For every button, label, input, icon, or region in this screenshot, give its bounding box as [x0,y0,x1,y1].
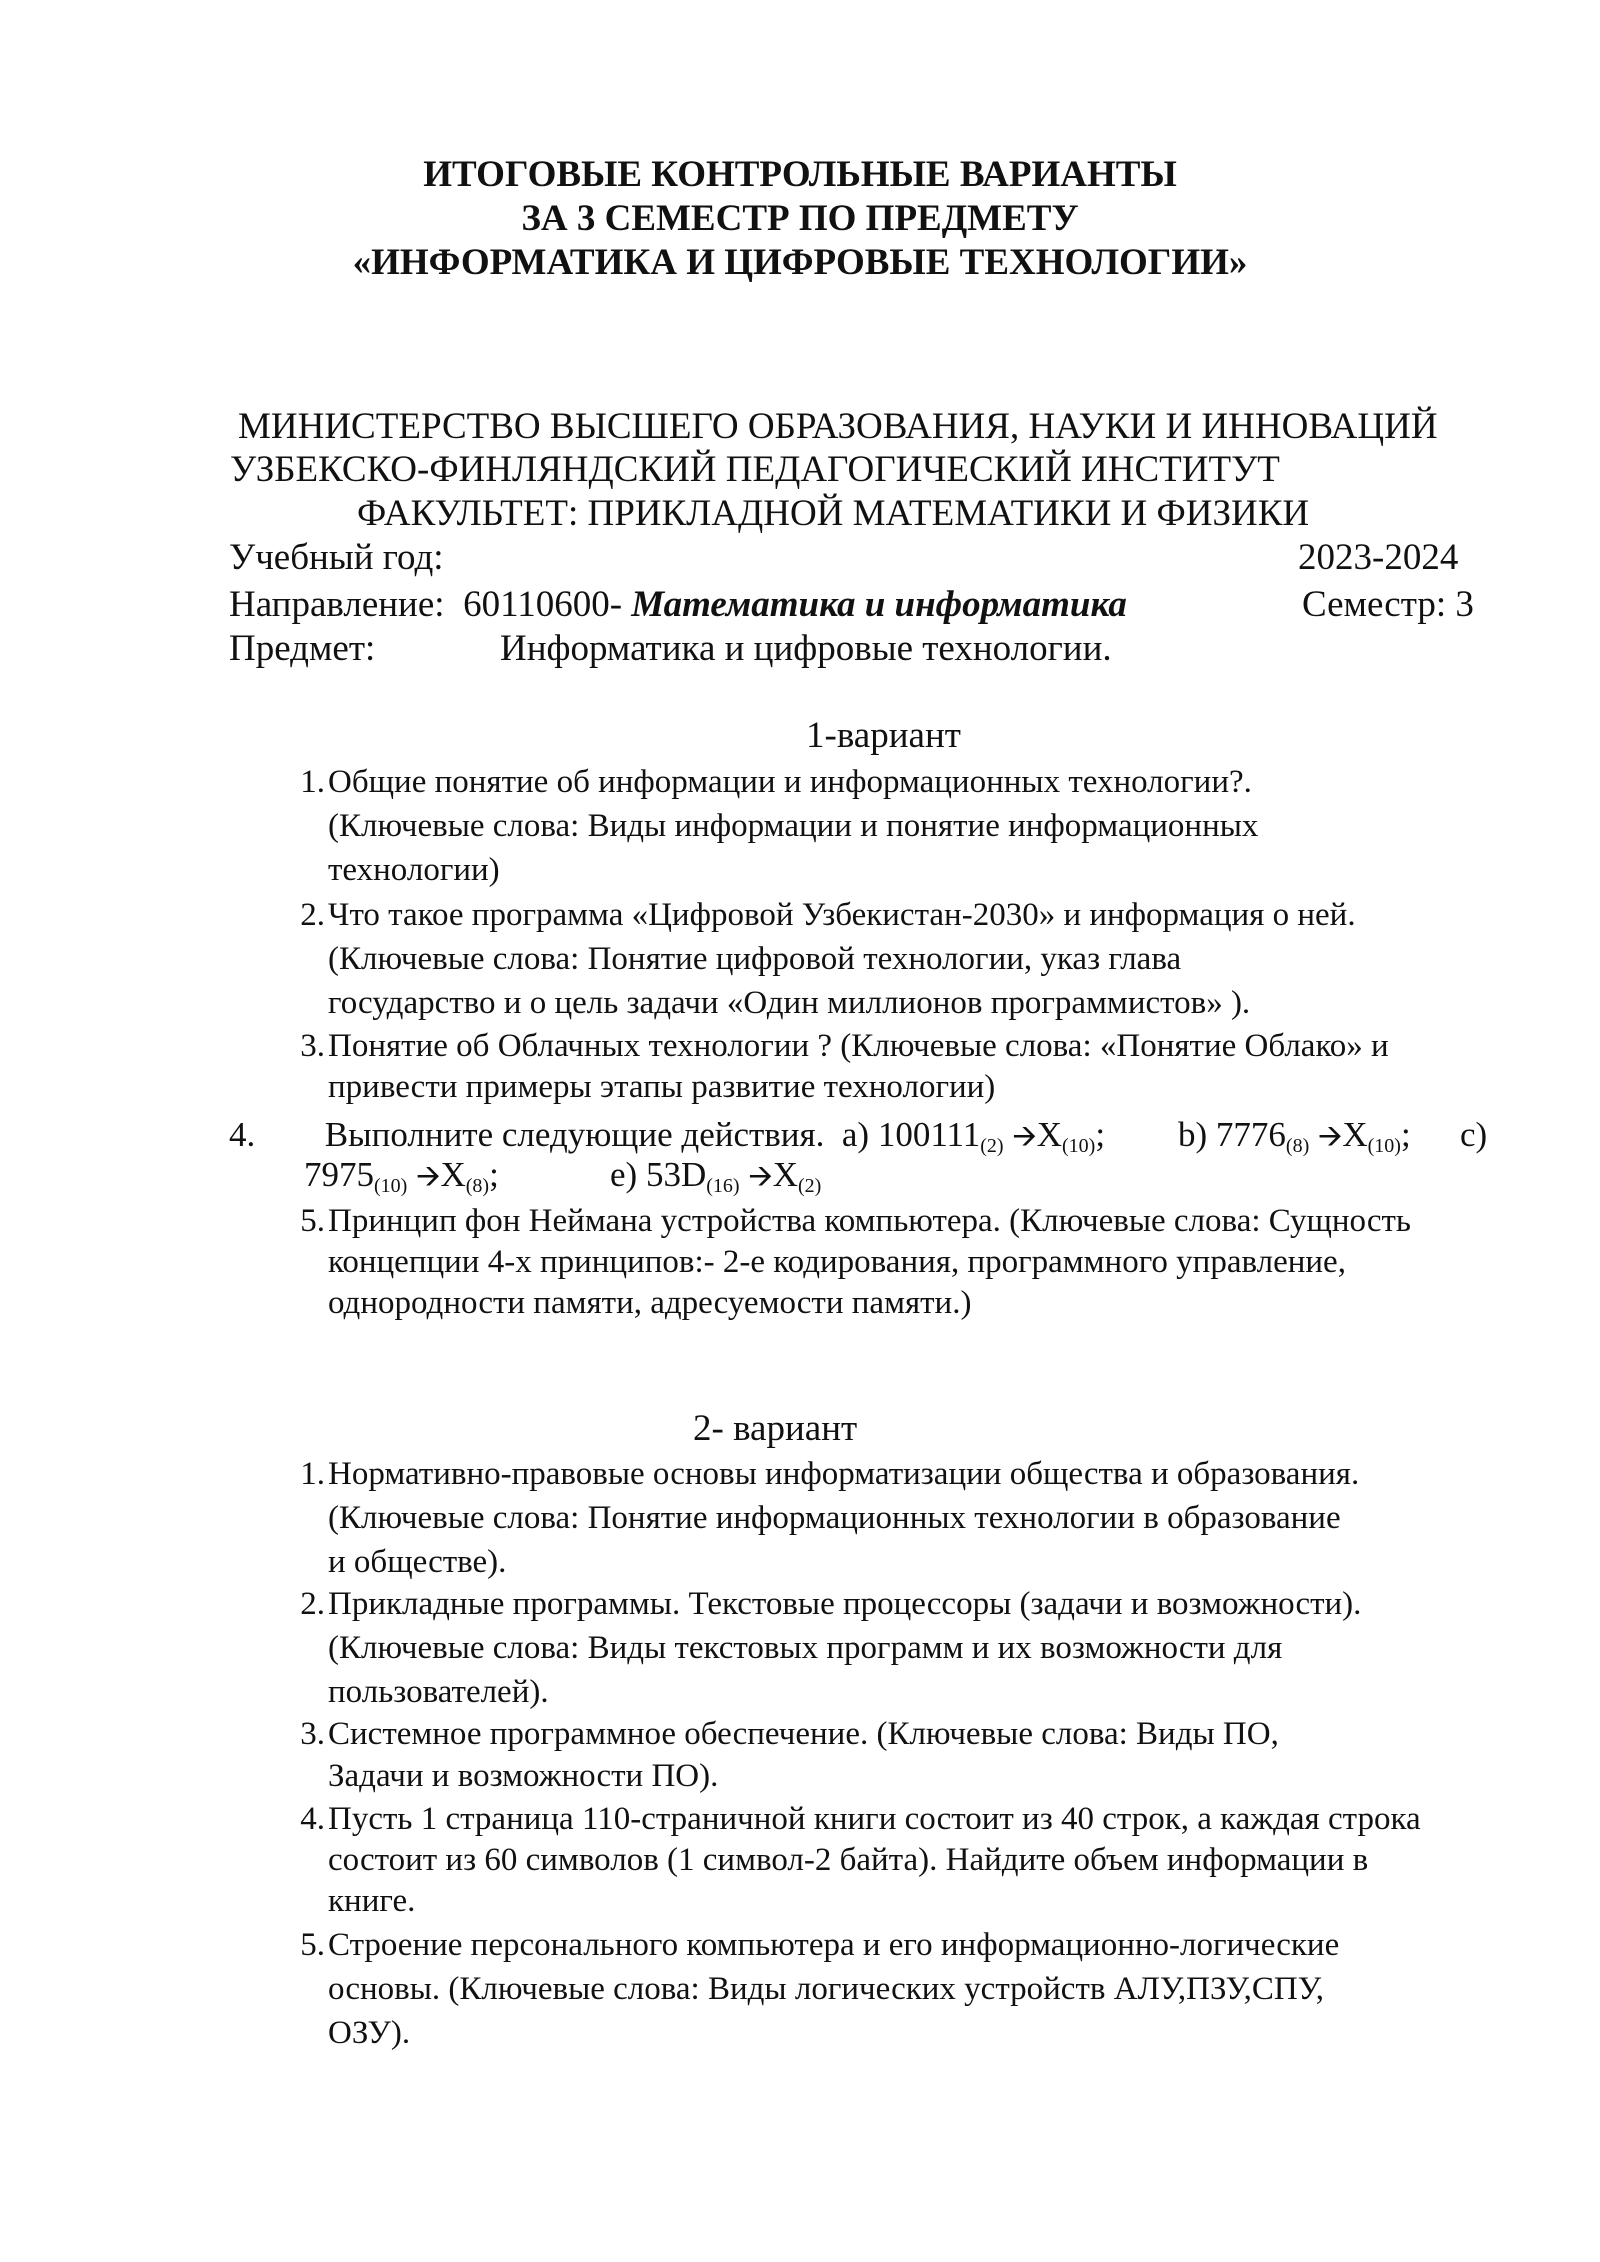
item-line: технологии) [328,852,500,888]
item-line: Нормативно-правовые основы информатизации общества и образования. [328,1456,1360,1492]
item-line: ОЗУ). [328,2015,411,2051]
academic-year-label: Учебный год: [229,537,444,578]
direction-label: Направление: [229,584,445,625]
item-line: состоит из 60 символов (1 символ-2 байта). Найдите объем информации в [328,1842,1369,1878]
item-line: основы. (Ключевые слова: Виды логических устройств АЛУ,ПЗУ,СПУ, [328,1971,1324,2007]
semester: Семестр: 3 [1302,584,1474,625]
task-a [841,1115,1106,1157]
task-e-number: 53D [645,1155,707,1194]
task-a-label: a) [841,1115,870,1154]
task-e-result: X [772,1155,798,1194]
direction-name: Математика и информатика [631,584,1127,625]
item-number: 2. [300,1586,325,1622]
item-number: 5. [300,1203,325,1239]
item-line: Понятие об Облачных технологии ? (Ключевые слова: «Понятие Облако» и [328,1028,1389,1064]
item-task-text: Выполните следующие действия. [324,1115,825,1154]
task-c-number: 7975 [304,1155,374,1194]
item-line: концепции 4-х принципов:- 2-е кодирования, программного управление, [328,1244,1346,1280]
subject-label: Предмет: [229,628,376,669]
task-b-base: (8) [1285,1135,1310,1157]
item-line: Прикладные программы. Текстовые процессоры (задачи и возможности). [328,1586,1362,1622]
document-title-line-1: ИТОГОВЫЕ КОНТРОЛЬНЫЕ ВАРИАНТЫ [423,154,1177,195]
task-c-result-base: (8) [465,1175,490,1197]
arrow-icon: 🡪 [748,1159,773,1194]
item-line: пользователей). [328,1674,549,1710]
item-line: (Ключевые слова: Виды текстовых программ и их возможности для [328,1630,1283,1666]
item-number: 1. [300,1456,325,1492]
subject-value: Информатика и цифровые технологии. [500,628,1112,669]
item-line: Задачи и возможности ПО). [328,1758,719,1794]
faculty-name: ФАКУЛЬТЕТ: ПРИКЛАДНОЙ МАТЕМАТИКИ И ФИЗИКИ [357,493,1310,534]
variant-2-heading: 2- вариант [693,1408,858,1449]
arrow-icon: 🡪 [1317,1119,1343,1154]
document-title-line-2: ЗА 3 СЕМЕСТР ПО ПРЕДМЕТУ [521,198,1079,239]
item-number: 3. [300,1716,325,1752]
task-c-result: X [440,1155,466,1194]
item-line: однородности памяти, адресуемости памяти.) [328,1285,972,1321]
variant-1-heading: 1-вариант [806,715,961,756]
task-a-result: X [1036,1115,1062,1154]
item-number: 3. [300,1028,325,1064]
item-line: Строение персонального компьютера и его информационно-логические [328,1927,1340,1963]
item-number: 4. [229,1115,256,1154]
item-line: (Ключевые слова: Виды информации и понятие информационных [328,808,1259,844]
task-a-base: (2) [980,1135,1004,1157]
task-e-label: e) [610,1155,638,1194]
direction-code: 60110600- [463,584,623,625]
item-line: Принцип фон Неймана устройства компьютера. (Ключевые слова: Сущность [328,1203,1411,1239]
item-line: привести примеры этапы развитие технологии) [328,1069,996,1105]
ministry-name: МИНИСТЕРСТВО ВЫСШЕГО ОБРАЗОВАНИЯ, НАУКИ И ИННОВАЦИЙ [238,406,1438,447]
item-line: Пусть 1 страница 110-страничной книги состоит из 40 строк, а каждая строка [328,1801,1421,1837]
item-line: государство и о цель задачи «Один миллионов программистов» ). [328,985,1251,1021]
separator: ; [489,1155,499,1194]
task-e-result-base: (2) [797,1175,822,1197]
academic-year-value: 2023-2024 [1298,537,1459,578]
item-line: книге. [328,1883,416,1919]
document-title-line-3: «ИНФОРМАТИКА И ЦИФРОВЫЕ ТЕХНОЛОГИИ» [352,242,1248,283]
item-number: 5. [300,1927,325,1963]
separator: ; [1400,1115,1411,1154]
item-number: 2. [300,897,325,933]
arrow-icon: 🡪 [1012,1119,1037,1154]
item-number: 4. [300,1801,325,1837]
task-b-label: b) [1178,1115,1208,1154]
task-b-result-base: (10) [1367,1135,1401,1157]
task-a-result-base: (10) [1061,1135,1096,1157]
direction-row [229,583,1127,627]
item-line: и обществе). [328,1544,507,1580]
task-e-base: (16) [706,1175,740,1197]
task-b-result: X [1342,1115,1368,1154]
item-line: Общие понятие об информации и информационных технологии?. [328,764,1252,800]
task-b [1178,1113,1411,1168]
item-line: (Ключевые слова: Понятие цифровой технологии, указ глава [328,941,1182,977]
item-line: Системное программное обеспечение. (Ключевые слова: Виды ПО, [328,1716,1279,1752]
institute-name: УЗБЕКСКО-ФИНЛЯНДСКИЙ ПЕДАГОГИЧЕСКИЙ ИНСТИТУТ [230,449,1280,490]
task-b-number: 7776 [1215,1115,1286,1154]
item-line: Что такое программа «Цифровой Узбекистан-2030» и информация о ней. [328,897,1356,933]
item-line: (Ключевые слова: Понятие информационных технологии в образование [328,1500,1341,1536]
task-c-base: (10) [374,1175,408,1197]
arrow-icon: 🡪 [416,1159,441,1194]
separator: ; [1095,1115,1106,1154]
task-c-label: c) [1460,1115,1488,1154]
task-a-number: 100111 [877,1115,981,1154]
item-number: 1. [300,764,325,800]
